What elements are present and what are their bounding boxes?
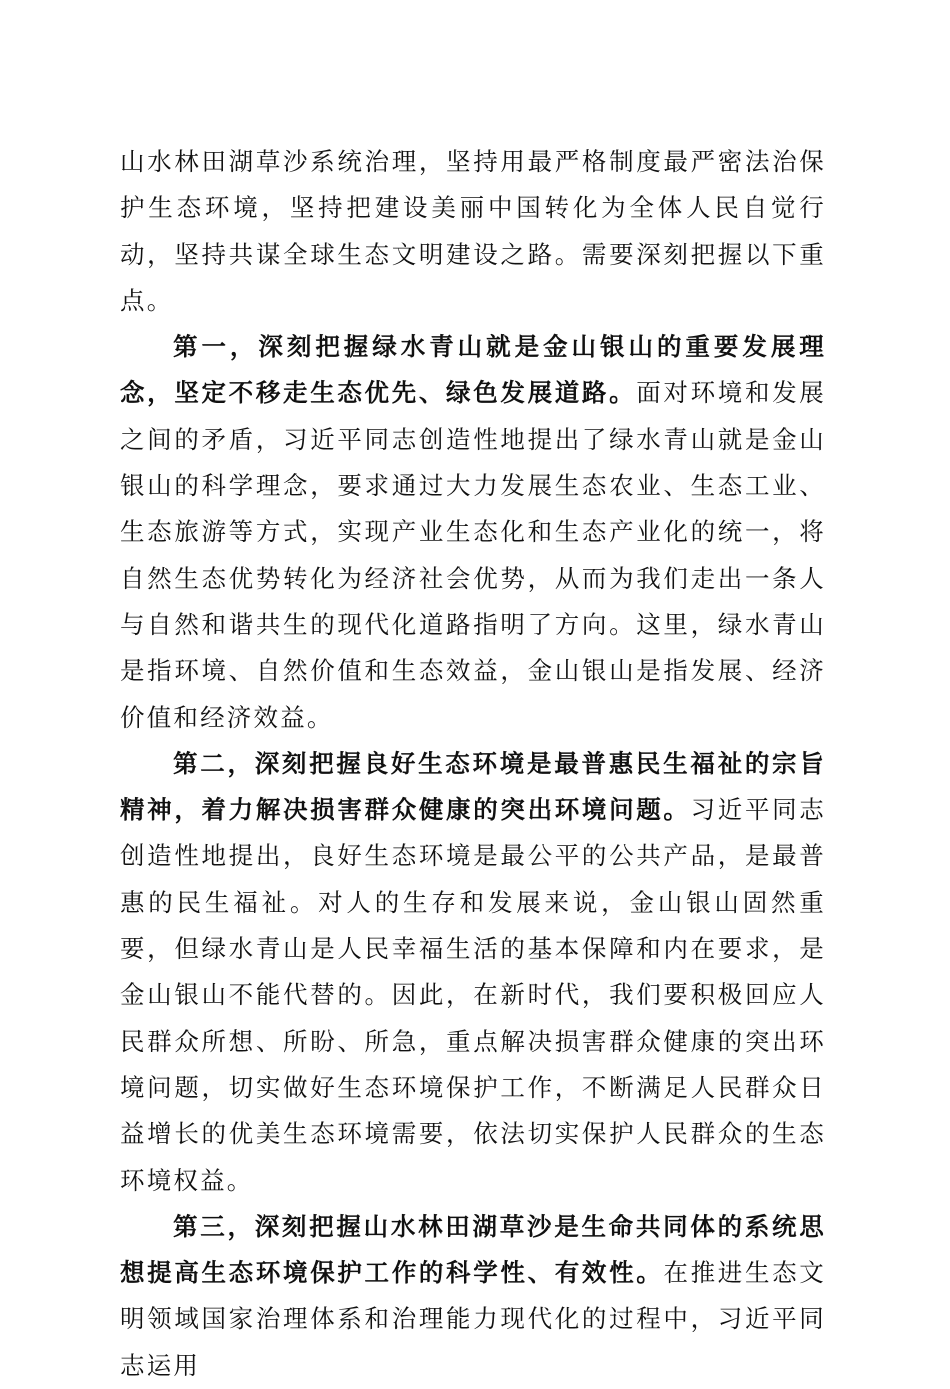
paragraph-body: 山水林田湖草沙系统治理，坚持用最严格制度最严密法治保护生态环境，坚持把建设美丽中国转化为全体人民自觉行动，坚持共谋全球生态文明建设之路。需要深刻把握以下重点。 bbox=[120, 147, 826, 315]
paragraph-lead: 第三，深刻把握山水林田湖草沙是生命共同体的系统思想提高生态环境保护工作的科学性、有效性。 bbox=[120, 1211, 826, 1288]
paragraph-point-three bbox=[120, 1204, 826, 1389]
paragraph-point-two bbox=[120, 741, 826, 1204]
paragraph-point-one bbox=[120, 324, 826, 741]
paragraph-lead: 第一，深刻把握绿水青山就是金山银山的重要发展理念，坚定不移走生态优先、绿色发展道路。 bbox=[120, 332, 826, 408]
paragraph-body: 习近平同志创造性地提出，良好生态环境是最公平的公共产品，是最普惠的民生福祉。对人的生存和发展来说，金山银山固然重要，但绿水青山是人民幸福生活的基本保障和内在要求，是金山银山不能代替的。因此，在新时代，我们要积极回应人民群众所想、所盼、所急，重点解决损害群众健康的突出环境问题，切实做好生态环境保护工作，不断满足人民群众日益增长的优美生态环境需要，依法切实保护人民群众的生态环境权益。 bbox=[120, 795, 826, 1195]
paragraph-lead: 第二，深刻把握良好生态环境是最普惠民生福祉的宗旨精神，着力解决损害群众健康的突出环境问题。 bbox=[120, 748, 826, 825]
document-page bbox=[120, 139, 826, 1389]
paragraph-body: 在推进生态文明领域国家治理体系和治理能力现代化的过程中，习近平同志运用 bbox=[120, 1258, 826, 1380]
paragraph-body: 面对环境和发展之间的矛盾，习近平同志创造性地提出了绿水青山就是金山银山的科学理念，要求通过大力发展生态农业、生态工业、生态旅游等方式，实现产业生态化和生态产业化的统一，将自然生态优势转化为经济社会优势，从而为我们走出一条人与自然和谐共生的现代化道路指明了方向。这里，绿水青山是指环境、自然价值和生态效益，金山银山是指发展、经济价值和经济效益。 bbox=[120, 378, 826, 732]
paragraph-continuation bbox=[120, 139, 826, 324]
